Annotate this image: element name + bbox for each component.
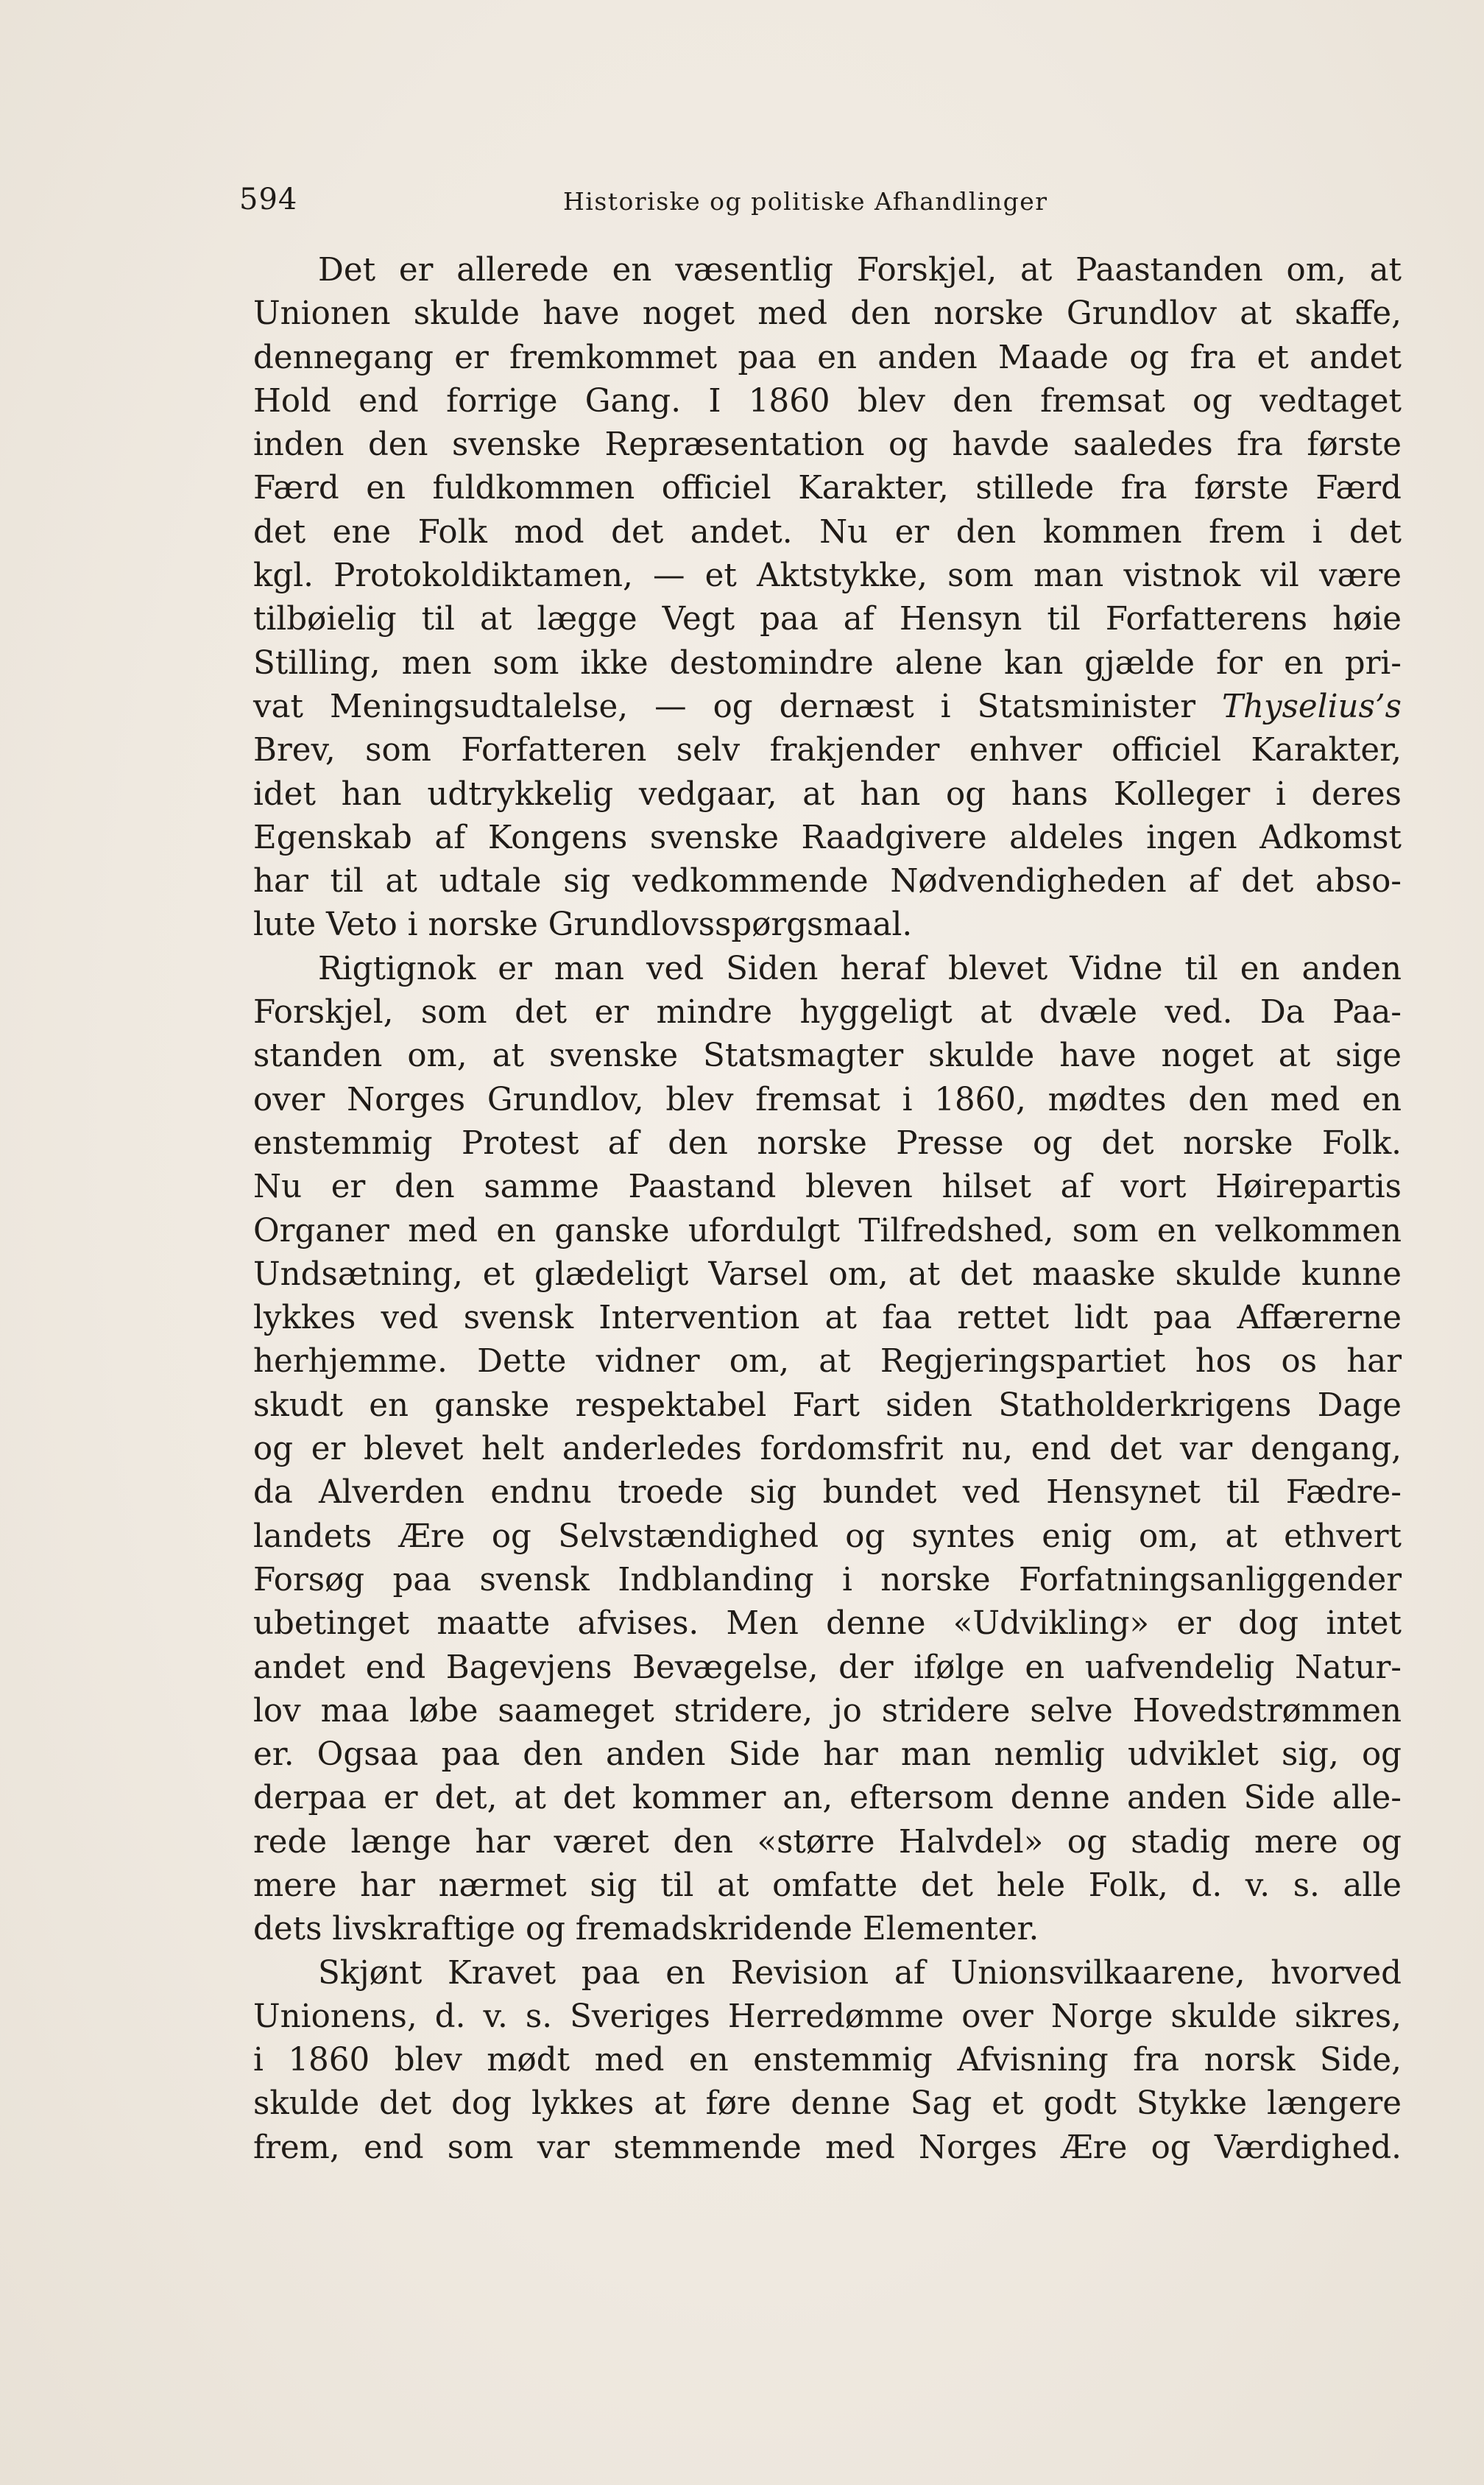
text-line: Stilling, men som ikke destomindre alene kan gjælde for en pri- — [253, 644, 1402, 682]
text-line: mere har nærmet sig til at omfatte det hele Folk, d. v. s. alle — [253, 1867, 1402, 1904]
text-line: i 1860 blev mødt med en enstemmig Afvisning fra norsk Side, — [253, 2042, 1402, 2079]
italic-name: Thyselius’s — [1222, 688, 1402, 725]
body-text — [253, 249, 1402, 2170]
text-line: landets Ære og Selvstændighed og syntes enig om, at ethvert — [253, 1518, 1402, 1555]
text-line: herhjemme. Dette vidner om, at Regjeringspartiet hos os har — [253, 1343, 1402, 1381]
text-line: Skjønt Kravet paa en Revision af Unionsvilkaarene, hvorved — [318, 1954, 1402, 1992]
text-line: kgl. Protokoldiktamen, — et Aktstykke, som man vistnok vil være — [253, 557, 1402, 595]
text-line: skudt en ganske respektabel Fart siden Statholderkrigens Dage — [253, 1386, 1402, 1424]
text-line: og er blevet helt anderledes fordomsfrit nu, end det var dengang, — [253, 1431, 1402, 1468]
page-header — [239, 183, 1226, 227]
text-line: Nu er den samme Paastand bleven hilset af vort Høirepartis — [253, 1169, 1402, 1206]
text-line: dennegang er fremkommet paa en anden Maade og fra et andet — [253, 339, 1402, 376]
text-line: idet han udtrykkelig vedgaar, at han og hans Kolleger i deres — [253, 775, 1402, 813]
text-line: over Norges Grundlov, blev fremsat i 1860, mødtes den med en — [253, 1081, 1402, 1118]
text-line: da Alverden endnu troede sig bundet ved Hensynet til Fædre- — [253, 1474, 1402, 1512]
text-line: har til at udtale sig vedkommende Nødvendigheden af det abso- — [253, 863, 1402, 900]
page-number: 594 — [239, 183, 298, 216]
text-line: Forskjel, som det er mindre hyggeligt at dvæle ved. Da Paa- — [253, 994, 1402, 1032]
text-line: Unionens, d. v. s. Sveriges Herredømme over Norge skulde sikres, — [253, 1998, 1402, 2035]
text-line: er. Ogsaa paa den anden Side har man nemlig udviklet sig, og — [253, 1736, 1402, 1774]
text-line: enstemmig Protest af den norske Presse og det norske Folk. — [253, 1124, 1402, 1162]
text-segment: vat Meningsudtalelse, — og dernæst i Statsminister — [253, 688, 1196, 725]
text-line: Organer med en ganske ufordulgt Tilfredshed, som en velkommen — [253, 1212, 1402, 1249]
text-line: rede længe har været den «større Halvdel» og stadig mere og — [253, 1823, 1402, 1861]
text-line: lute Veto i norske Grundlovsspørgsmaal. — [253, 906, 913, 944]
text-line: Forsøg paa svensk Indblanding i norske Forfatningsanliggender — [253, 1561, 1402, 1598]
text-line: Unionen skulde have noget med den norske Grundlov at skaffe, — [253, 295, 1402, 333]
text-line: dets livskraftige og fremadskridende Elementer. — [253, 1911, 1039, 1948]
text-line: andet end Bagevjens Bevægelse, der ifølge en uafvendelig Natur- — [253, 1649, 1402, 1686]
text-line: ubetinget maatte afvises. Men denne «Udvikling» er dog intet — [253, 1605, 1402, 1643]
text-line: skulde det dog lykkes at føre denne Sag et godt Stykke længere — [253, 2085, 1402, 2123]
text-line: frem, end som var stemmende med Norges Ære og Værdighed. — [253, 2129, 1402, 2166]
text-line: lykkes ved svensk Intervention at faa rettet lidt paa Affærerne — [253, 1300, 1402, 1337]
text-line: lov maa løbe saameget stridere, jo stridere selve Hovedstrømmen — [253, 1692, 1402, 1730]
text-line: tilbøielig til at lægge Vegt paa af Hensyn til Forfatterens høie — [253, 601, 1402, 638]
text-line-with-italic — [253, 685, 1402, 729]
text-line: Rigtignok er man ved Siden heraf blevet Vidne til en anden — [318, 950, 1402, 987]
text-line: Undsætning, et glædeligt Varsel om, at det maaske skulde kunne — [253, 1255, 1402, 1293]
text-line: inden den svenske Repræsentation og havde saaledes fra første — [253, 426, 1402, 464]
text-line: Hold end forrige Gang. I 1860 blev den fremsat og vedtaget — [253, 382, 1402, 420]
text-line: Brev, som Forfatteren selv frakjender enhver officiel Karakter, — [253, 732, 1402, 769]
text-line: Egenskab af Kongens svenske Raadgivere aldeles ingen Adkomst — [253, 819, 1402, 856]
text-line: Færd en fuldkommen officiel Karakter, stillede fra første Færd — [253, 470, 1402, 507]
text-line: det ene Folk mod det andet. Nu er den kommen frem i det — [253, 513, 1402, 551]
text-line: Det er allerede en væsentlig Forskjel, at Paastanden om, at — [318, 252, 1402, 289]
text-line: standen om, at svenske Statsmagter skulde have noget at sige — [253, 1037, 1402, 1075]
running-head: Historiske og politiske Afhandlinger — [563, 187, 1048, 216]
text-line: derpaa er det, at det kommer an, eftersom denne anden Side alle- — [253, 1780, 1402, 1817]
